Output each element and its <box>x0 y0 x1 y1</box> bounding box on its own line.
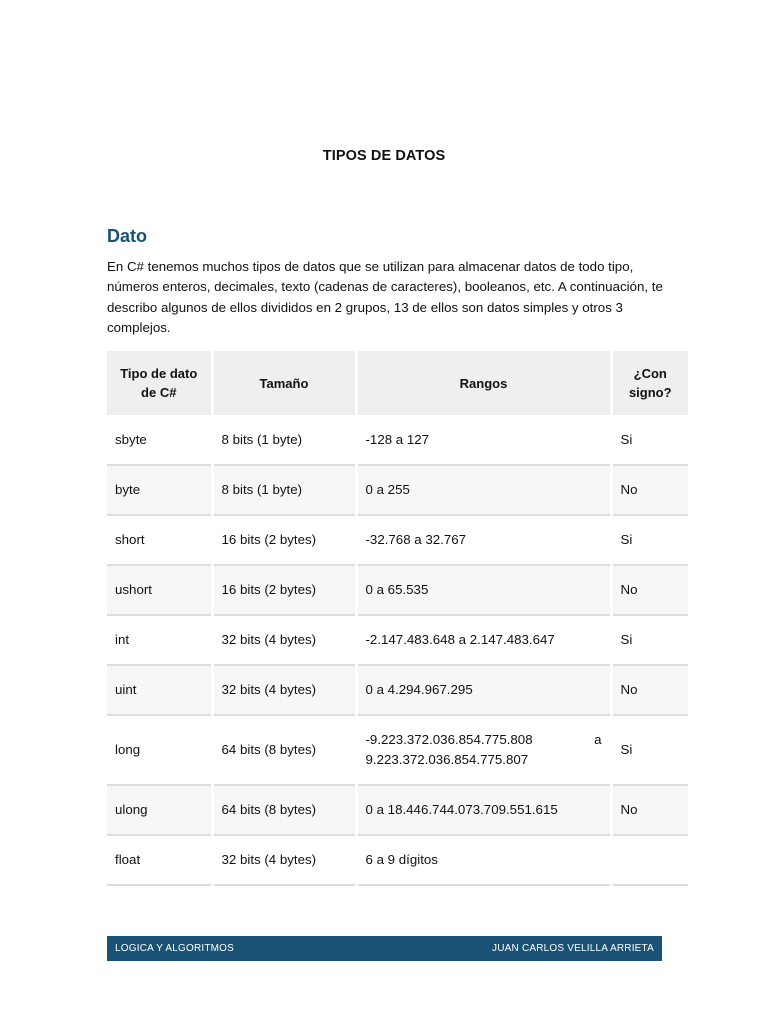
table-header-row <box>107 351 688 415</box>
cell-signed: No <box>611 565 688 615</box>
table-row <box>107 835 688 885</box>
data-types-table <box>107 351 688 886</box>
cell-signed: No <box>611 665 688 715</box>
page-title: TIPOS DE DATOS <box>322 148 446 164</box>
cell-type: float <box>107 835 212 885</box>
section-heading: Dato <box>107 226 147 246</box>
cell-type: ushort <box>107 565 212 615</box>
cell-range: 0 a 255 <box>356 465 611 515</box>
header-type-line2: de C# <box>141 385 177 400</box>
cell-type: ulong <box>107 785 212 835</box>
cell-range: 0 a 65.535 <box>356 565 611 615</box>
cell-size: 16 bits (2 bytes) <box>212 515 356 565</box>
header-type-line1: Tipo de dato <box>120 366 198 381</box>
cell-signed: Si <box>611 715 688 785</box>
table-row <box>107 515 688 565</box>
table-row <box>107 665 688 715</box>
cell-type: short <box>107 515 212 565</box>
cell-type: int <box>107 615 212 665</box>
range-line2: 9.223.372.036.854.775.807 <box>365 752 529 767</box>
cell-size: 32 bits (4 bytes) <box>212 615 356 665</box>
cell-size: 16 bits (2 bytes) <box>212 565 356 615</box>
table-row <box>107 785 688 835</box>
cell-type: byte <box>107 465 212 515</box>
table-row <box>107 615 688 665</box>
header-type <box>107 351 212 415</box>
cell-size: 32 bits (4 bytes) <box>212 665 356 715</box>
cell-size: 64 bits (8 bytes) <box>212 785 356 835</box>
cell-range: -32.768 a 32.767 <box>356 515 611 565</box>
cell-signed: Si <box>611 515 688 565</box>
cell-signed: Si <box>611 415 688 465</box>
cell-type: long <box>107 715 212 785</box>
cell-range: 6 a 9 dígitos <box>356 835 611 885</box>
cell-size: 64 bits (8 bytes) <box>212 715 356 785</box>
cell-signed <box>611 835 688 885</box>
cell-signed: Si <box>611 615 688 665</box>
header-signed <box>611 351 688 415</box>
page-footer <box>107 936 662 961</box>
header-size: Tamaño <box>212 351 356 415</box>
cell-signed: No <box>611 785 688 835</box>
intro-paragraph: En C# tenemos muchos tipos de datos que se utilizan para almacenar datos de todo tipo, números enteros, decimales, texto (cadenas de caracteres), booleanos, etc. A continuación, te describo algunos de ellos divididos en 2 grupos, 13 de ellos son datos simples y otros 3 complejos. <box>107 259 663 336</box>
cell-signed: No <box>611 465 688 515</box>
cell-range <box>356 715 611 785</box>
cell-range: -128 a 127 <box>356 415 611 465</box>
header-signed-line2: signo? <box>628 385 672 400</box>
cell-range: -2.147.483.648 a 2.147.483.647 <box>356 615 611 665</box>
range-line1-right: a <box>594 732 602 747</box>
cell-size: 8 bits (1 byte) <box>212 465 356 515</box>
table-row <box>107 565 688 615</box>
footer-right: JUAN CARLOS VELILLA ARRIETA <box>492 943 654 954</box>
header-signed-line1: ¿Con <box>633 366 667 381</box>
cell-size: 8 bits (1 byte) <box>212 415 356 465</box>
table-row <box>107 415 688 465</box>
cell-range: 0 a 18.446.744.073.709.551.615 <box>356 785 611 835</box>
range-line1-left: -9.223.372.036.854.775.808 <box>365 732 533 747</box>
cell-range: 0 a 4.294.967.295 <box>356 665 611 715</box>
footer-left: LOGICA Y ALGORITMOS <box>115 943 235 954</box>
cell-type: sbyte <box>107 415 212 465</box>
header-ranges: Rangos <box>356 351 611 415</box>
table-row <box>107 465 688 515</box>
cell-size: 32 bits (4 bytes) <box>212 835 356 885</box>
cell-type: uint <box>107 665 212 715</box>
table-row <box>107 715 688 785</box>
